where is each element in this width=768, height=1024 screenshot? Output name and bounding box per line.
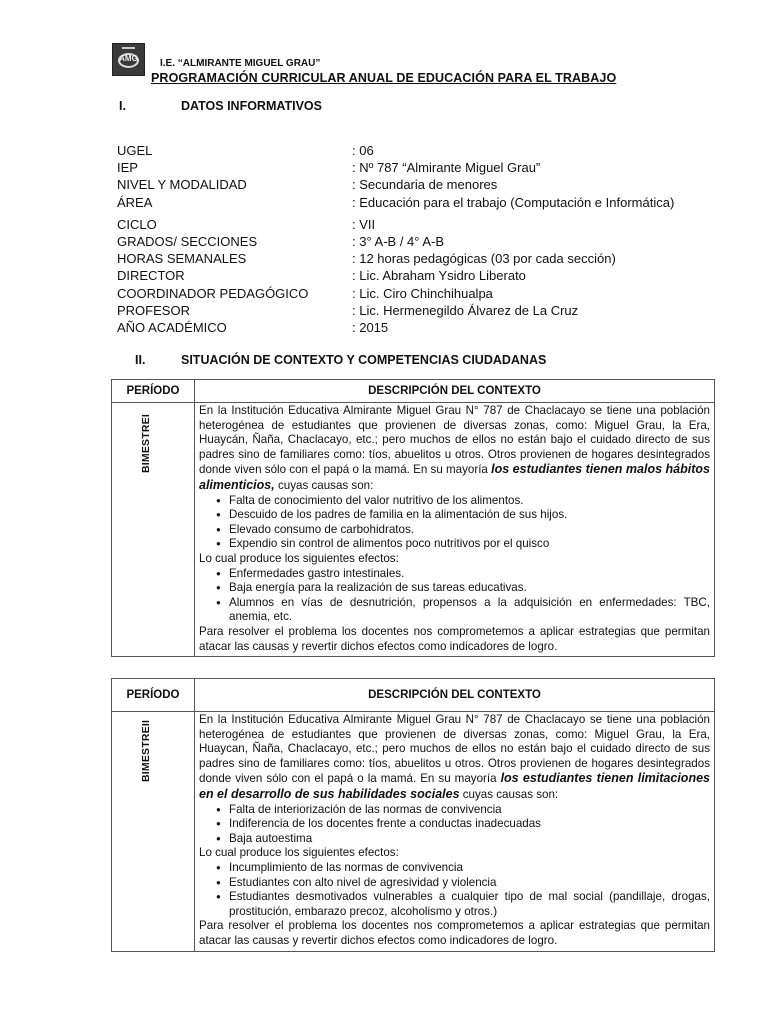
list-item: ● Incumplimiento de las normas de convivencia	[229, 861, 710, 876]
info-row	[117, 320, 717, 337]
info-row	[117, 217, 717, 234]
list-item: ● Baja energía para la realización de sus tareas educativas.	[229, 581, 710, 596]
logo-bar	[122, 47, 135, 49]
effects-list	[199, 861, 710, 919]
info-value: : Educación para el trabajo (Computación e Informática)	[352, 194, 675, 210]
period-label: BIMESTREI	[140, 414, 152, 473]
school-name: I.E. “ALMIRANTE MIGUEL GRAU”	[160, 58, 321, 69]
info-label: DIRECTOR	[117, 268, 185, 284]
section-number: I.	[119, 99, 126, 113]
info-label: CICLO	[117, 216, 157, 232]
causes-list	[199, 803, 710, 847]
period-cell	[112, 712, 195, 952]
intro-text: En la Institución Educativa Almirante Miguel Grau N° 787 de Chaclacayo se tiene una población heterogénea de estudiantes que provienen de diversas zonas, como: Miguel Grau, la Era, Huaycan, Ñaña, Chaclacayo, etc.; pero muchos de ellos no están bajo el cuidado directo de sus padres sino de familiares como: tíos, abuelitos u otros. Otros provienen de hogares desintegrados donde viven sólo con el papá o la mamá. En su mayoría	[199, 713, 710, 786]
list-item: ● Estudiantes con alto nivel de agresividad y violencia	[229, 876, 710, 891]
school-logo	[112, 43, 145, 76]
info-label: UGEL	[117, 143, 153, 158]
list-item: ● Descuido de los padres de familia en la alimentación de sus hijos.	[229, 508, 710, 523]
info-value: : Lic. Hermenegildo Álvarez de La Cruz	[352, 302, 579, 318]
effects-list	[199, 567, 710, 625]
info-row	[117, 195, 717, 212]
list-item: ● Falta de interiorización de las normas de convivencia	[229, 803, 710, 818]
info-value: : 06	[352, 143, 374, 158]
info-value: : Secundaria de menores	[352, 177, 498, 193]
info-label: HORAS SEMANALES	[117, 251, 247, 267]
info-value: : 3° A-B / 4° A-B	[352, 233, 445, 249]
list-item: ● Expendio sin control de alimentos poco nutritivos por el quisco	[229, 537, 710, 552]
info-label: NIVEL Y MODALIDAD	[117, 177, 247, 193]
info-label: AÑO ACADÉMICO	[117, 319, 227, 335]
effects-intro: Lo cual produce los siguientes efectos:	[199, 846, 399, 860]
logo-text: AMG	[119, 54, 138, 63]
period-header: PERÍODO	[112, 679, 195, 712]
info-row	[117, 177, 717, 194]
info-list	[117, 143, 717, 337]
context-paragraph	[199, 713, 710, 803]
causes-list	[199, 494, 710, 552]
info-value: : Lic. Abraham Ysidro Liberato	[352, 268, 526, 284]
list-item: ● Enfermedades gastro intestinales.	[229, 567, 710, 582]
info-row	[117, 286, 717, 303]
context-paragraph	[199, 404, 710, 494]
description-cell	[195, 712, 715, 952]
context-table-2	[111, 678, 715, 952]
info-label: GRADOS/ SECCIONES	[117, 233, 258, 249]
info-label: IEP	[117, 160, 138, 176]
period-cell	[112, 403, 195, 657]
list-item: ● Baja autoestima	[229, 832, 710, 847]
info-value: : Lic. Ciro Chinchihualpa	[352, 285, 493, 301]
problem-highlight: los estudiantes tienen malos hábitos alimenticios,	[199, 462, 710, 492]
info-value: : VII	[352, 216, 376, 232]
closing-paragraph: Para resolver el problema los docentes nos comprometemos a aplicar estrategias que permitan atacar las causas y revertir dichos efectos como indicadores de logro.	[199, 919, 710, 947]
info-row	[117, 160, 717, 177]
section-title: SITUACIÓN DE CONTEXTO Y COMPETENCIAS CIUDADANAS	[181, 353, 547, 367]
section-number: II.	[135, 353, 146, 367]
info-label: PROFESOR	[117, 302, 190, 318]
info-value: : 2015	[352, 319, 389, 335]
intro-text: En la Institución Educativa Almirante Miguel Grau N° 787 de Chaclacayo se tiene una población heterogénea de estudiantes que provienen de diversas zonas, como: Miguel Grau, la Era, Huaycán, Ñaña, Chaclacayo, etc.; pero muchos de ellos no están bajo el cuidado directo de sus padres sino de familiares como: tíos, abuelitos u otros. Otros provienen de hogares desintegrados donde viven sólo con el papá o la mamá. En su mayoría	[199, 404, 710, 477]
period-label: BIMESTREII	[140, 719, 152, 782]
info-row	[117, 234, 717, 251]
info-label: ÁREA	[117, 194, 153, 210]
description-cell	[195, 403, 715, 657]
closing-paragraph: Para resolver el problema los docentes nos comprometemos a aplicar estrategias que permitan atacar las causas y revertir dichos efectos como indicadores de logro.	[199, 624, 710, 653]
page-title: PROGRAMACIÓN CURRICULAR ANUAL DE EDUCACIÓN PARA EL TRABAJO	[151, 71, 617, 85]
list-item: ● Alumnos en vías de desnutrición, propensos a la adquisición en enfermedades: TBC, anemia, etc.	[229, 596, 710, 625]
description-header: DESCRIPCIÓN DEL CONTEXTO	[195, 679, 715, 712]
list-item: ● Elevado consumo de carbohidratos.	[229, 523, 710, 538]
effects-intro: Lo cual produce los siguientes efectos:	[199, 551, 399, 565]
list-item: ● Falta de conocimiento del valor nutritivo de los alimentos.	[229, 494, 710, 509]
causes-intro: cuyas causas son:	[459, 787, 559, 801]
info-row	[117, 268, 717, 285]
list-item: ● Estudiantes desmotivados vulnerables a cualquier tipo de mal social (pandillaje, drogas, prostitución, embarazo precoz, alcoholismo y otros.)	[229, 890, 710, 919]
causes-intro: cuyas causas son:	[274, 478, 374, 492]
period-header: PERÍODO	[112, 380, 195, 403]
info-row	[117, 303, 717, 320]
context-table-1	[111, 379, 715, 657]
info-value: : 12 horas pedagógicas (03 por cada sección)	[352, 251, 616, 267]
info-row	[117, 251, 717, 268]
description-header: DESCRIPCIÓN DEL CONTEXTO	[195, 380, 715, 403]
section-title: DATOS INFORMATIVOS	[181, 99, 322, 113]
problem-highlight: los estudiantes tienen limitaciones en el desarrollo de sus habilidades sociales	[199, 771, 710, 801]
list-item: ● Indiferencia de los docentes frente a conductas inadecuadas	[229, 817, 710, 832]
info-label: COORDINADOR PEDAGÓGICO	[117, 285, 309, 301]
info-row	[117, 143, 717, 160]
info-value: : Nº 787 “Almirante Miguel Grau”	[352, 160, 541, 176]
